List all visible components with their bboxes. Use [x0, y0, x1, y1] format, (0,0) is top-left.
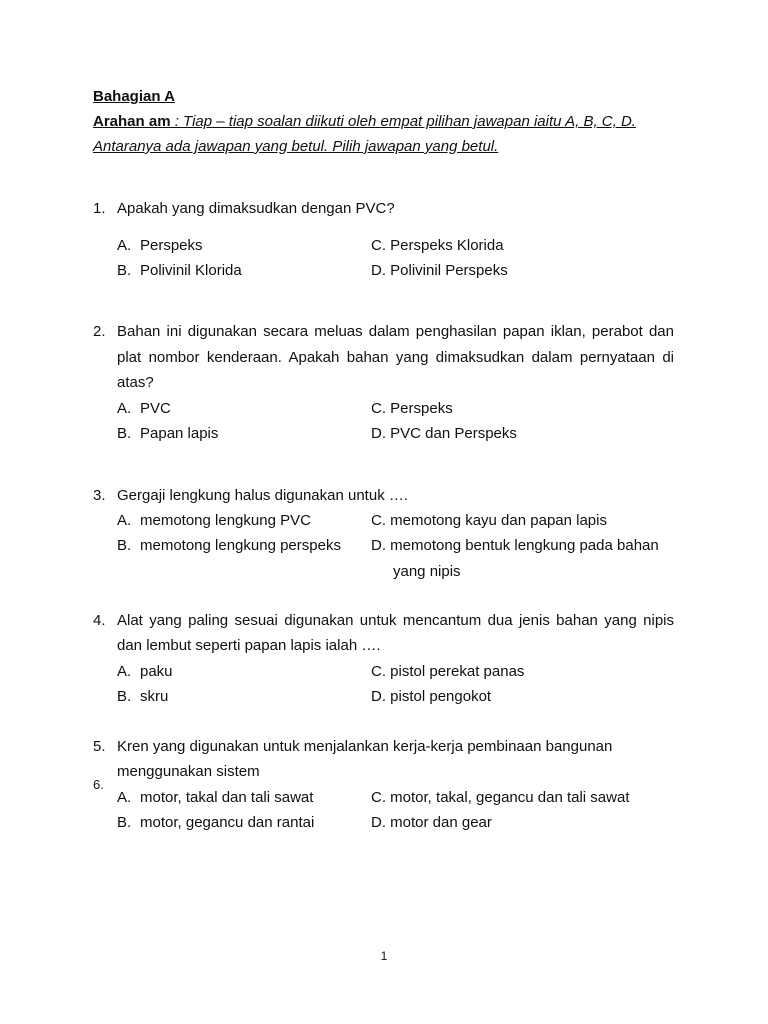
option-text: Perspeks	[140, 237, 203, 254]
option-a[interactable]	[117, 511, 311, 531]
option-c[interactable]	[371, 788, 629, 808]
option-text: memotong lengkung perspeks	[140, 537, 341, 554]
option-a[interactable]	[117, 399, 171, 419]
option-text: motor dan gear	[390, 814, 492, 831]
option-text: skru	[140, 688, 169, 705]
option-letter: A.	[117, 400, 132, 417]
option-text: paku	[140, 663, 173, 680]
option-text: memotong bentuk lengkung pada bahan	[390, 537, 659, 554]
option-b[interactable]	[117, 813, 314, 833]
option-text: Perspeks	[390, 400, 453, 417]
option-letter: C.	[371, 789, 386, 806]
option-text: PVC dan Perspeks	[390, 425, 517, 442]
question-number: 1.	[93, 200, 106, 217]
option-d-continuation: yang nipis	[393, 563, 461, 580]
instruction-text-1: Tiap – tiap soalan diikuti oleh empat pilihan jawapan iaitu A, B, C, D.	[183, 113, 636, 130]
question-text: Gergaji lengkung halus digunakan untuk ….	[117, 487, 409, 504]
question-text-line: menggunakan sistem	[117, 763, 260, 780]
option-text: PVC	[140, 400, 171, 417]
option-text: motor, takal dan tali sawat	[140, 789, 314, 806]
instruction-label: Arahan am	[93, 113, 171, 130]
question-text-line: dan lembut seperti papan lapis ialah ….	[117, 637, 381, 654]
question-text: Apakah yang dimaksudkan dengan PVC?	[117, 200, 395, 217]
option-letter: C.	[371, 400, 386, 417]
option-text: memotong lengkung PVC	[140, 512, 311, 529]
option-letter: D.	[371, 262, 386, 279]
option-text: Polivinil Perspeks	[390, 262, 508, 279]
option-c[interactable]	[371, 662, 524, 682]
option-letter: B.	[117, 537, 132, 554]
option-letter: C.	[371, 237, 386, 254]
option-letter: A.	[117, 237, 132, 254]
option-text: Perspeks Klorida	[390, 237, 504, 254]
option-a[interactable]	[117, 662, 173, 682]
option-d[interactable]	[371, 687, 491, 707]
option-b[interactable]	[117, 261, 242, 281]
option-text: pistol pengokot	[390, 688, 492, 705]
option-d[interactable]	[371, 536, 659, 556]
question-text-line: Kren yang digunakan untuk menjalankan kerja-kerja pembinaan bangunan	[117, 738, 613, 755]
option-a[interactable]	[117, 236, 203, 256]
option-c[interactable]	[371, 399, 453, 419]
option-d[interactable]	[371, 424, 517, 444]
option-text: motor, takal, gegancu dan tali sawat	[390, 789, 630, 806]
option-letter: A.	[117, 663, 132, 680]
option-letter: A.	[117, 789, 132, 806]
question-number: 3.	[93, 487, 106, 504]
option-letter: B.	[117, 814, 132, 831]
question-text-line: atas?	[117, 374, 154, 391]
question-text-line: Bahan ini digunakan secara meluas dalam penghasilan papan iklan, perabot dan	[117, 323, 674, 340]
option-letter: C.	[371, 663, 386, 680]
option-b[interactable]	[117, 424, 218, 444]
page-number: 1	[380, 949, 388, 963]
option-letter: B.	[117, 262, 132, 279]
instruction-line-1	[93, 112, 674, 132]
question-number: 5.	[93, 738, 106, 755]
option-letter: C.	[371, 512, 386, 529]
option-text: pistol perekat panas	[390, 663, 525, 680]
option-letter: D.	[371, 425, 386, 442]
option-letter: D.	[371, 537, 386, 554]
question-text-line: Alat yang paling sesuai digunakan untuk mencantum dua jenis bahan yang nipis	[117, 612, 674, 629]
instruction-separator: :	[170, 113, 184, 130]
option-letter: A.	[117, 512, 132, 529]
option-a[interactable]	[117, 788, 313, 808]
option-text: Polivinil Klorida	[140, 262, 242, 279]
option-letter: D.	[371, 814, 386, 831]
option-text: memotong kayu dan papan lapis	[390, 512, 607, 529]
option-d[interactable]	[371, 813, 492, 833]
option-letter: B.	[117, 688, 132, 705]
option-d[interactable]	[371, 261, 508, 281]
option-b[interactable]	[117, 536, 341, 556]
option-c[interactable]	[371, 511, 607, 531]
section-title: Bahagian A	[93, 88, 175, 105]
option-c[interactable]	[371, 236, 504, 256]
option-b[interactable]	[117, 687, 168, 707]
option-letter: D.	[371, 688, 386, 705]
option-letter: B.	[117, 425, 132, 442]
question-text-line: plat nombor kenderaan. Apakah bahan yang dimaksudkan dalam pernyataan di	[117, 349, 674, 366]
option-text: Papan lapis	[140, 425, 219, 442]
option-text: motor, gegancu dan rantai	[140, 814, 315, 831]
question-number: 2.	[93, 323, 106, 340]
stray-question-number: 6.	[93, 777, 104, 792]
instruction-line-2: Antaranya ada jawapan yang betul. Pilih jawapan yang betul.	[93, 138, 499, 155]
question-number: 4.	[93, 612, 106, 629]
